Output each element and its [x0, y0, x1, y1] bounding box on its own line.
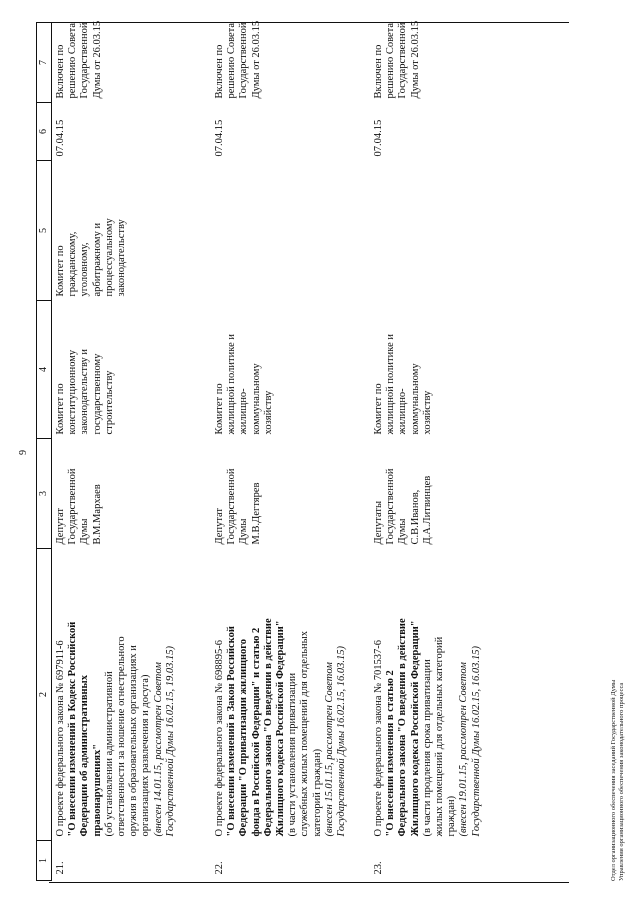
bill-scope-line: граждан) [446, 795, 458, 837]
status-line: решению Совета [385, 22, 397, 99]
bill-note-line: (внесен 15.01.15, рассмотрен Советом [323, 662, 335, 837]
committee-cell [52, 301, 212, 439]
bill-name-line: Федерального закона "О введении в действие [262, 618, 274, 837]
committee-line: Комитет по [55, 383, 66, 435]
committee-line: законодательству и [79, 348, 91, 435]
co-committee-line: Комитет по [55, 245, 66, 297]
co-committee-cell [52, 161, 212, 301]
date-cell: 07.04.15 [214, 119, 225, 157]
author-line: Думы [238, 518, 250, 545]
committee-cell [370, 301, 529, 439]
author-line: Депутат [55, 507, 66, 545]
bill-name-line: Жилищного кодекса Российской Федерации" [275, 620, 287, 837]
status-line: Государственной [238, 22, 250, 99]
bill-name-line: "О внесении изменений в Закон Российской [226, 626, 238, 837]
header-cell: 3 [37, 439, 52, 549]
bill-name-line: "О внесении изменений в Кодекс Российской [67, 621, 79, 837]
committee-line: коммунальному [250, 363, 262, 435]
bill-note-line: (внесен 14.01.15, рассмотрен Советом [152, 662, 164, 837]
bill-name-line: правонарушениях" [91, 743, 103, 837]
status-line: решению Совета [226, 22, 238, 99]
bill-scope-line: оружия в образовательных организациях и [128, 645, 140, 837]
committee-line: жилищной политике и [385, 334, 397, 435]
table-left-border [49, 882, 569, 883]
status-line: Думы от 26.03.15 [250, 20, 262, 99]
co-committee-line: законодательству [116, 219, 128, 297]
author-line: Думы [397, 518, 409, 545]
bill-title: О проекте федерального закона № 701537-6 [373, 639, 384, 837]
status-line: Думы от 26.03.15 [409, 20, 421, 99]
status-cell [211, 20, 370, 103]
bill-name-line: Федерации об административных [79, 674, 91, 837]
bill-note-line: Государственной Думы 16.02.15, 19.03.15) [164, 646, 176, 837]
table-row [52, 23, 212, 881]
bill-scope-line: ответственности за ношение огнестрельного [116, 636, 128, 837]
status-line: Включен по [55, 44, 66, 99]
bill-scope-line: категорий граждан) [311, 748, 323, 837]
committee-cell [211, 301, 370, 439]
author-line: Д.А.Литвинцев [421, 475, 433, 545]
committee-line: государственному [91, 353, 103, 435]
status-line: Государственной [397, 22, 409, 99]
author-cell [370, 439, 529, 549]
committee-line: конституционному [67, 349, 79, 435]
committee-line: Комитет по [373, 383, 384, 435]
date-cell: 07.04.15 [373, 119, 384, 157]
bill-note-line: Государственной Думы 16.02.15, 16.03.15) [336, 646, 348, 837]
table-header-row [37, 23, 52, 881]
status-line: решению Совета [67, 22, 79, 99]
co-committee-line: арбитражному и [91, 222, 103, 297]
author-cell [211, 439, 370, 549]
row-number: 23. [373, 861, 384, 875]
bill-title: О проекте федерального закона № 698895-6 [214, 639, 225, 837]
status-cell [370, 20, 529, 103]
author-line: В.М.Мархаев [91, 484, 103, 545]
footer-line: Управления организационного обеспечения законодательного процесса [618, 682, 625, 881]
header-cell: 2 [37, 549, 52, 841]
status-line: Включен по [214, 44, 225, 99]
table-row [211, 23, 370, 881]
author-line: С.В.Иванов, [409, 489, 421, 545]
author-line: Государственной [385, 468, 397, 545]
co-committee-cell [211, 161, 370, 301]
bill-description-cell [211, 549, 370, 841]
co-committee-line: уголовному, [79, 242, 91, 297]
bill-scope-line: (в части установления приватизации [287, 672, 299, 837]
bill-name-line: Федерации "О приватизации жилищного [238, 638, 250, 837]
committee-line: хозяйству [262, 390, 274, 435]
author-line: М.В.Дегтярев [250, 482, 262, 545]
footer-line: Отдел организационного обеспечения заседаний Государственной Думы [610, 679, 617, 881]
header-cell: 5 [37, 161, 52, 301]
bill-description-cell [52, 549, 212, 841]
committee-line: жилищной политике и [226, 334, 238, 435]
bill-name-line: "О внесении изменения в статью 2 [385, 670, 397, 837]
bill-note-line: (внесен 19.01.15, рассмотрен Советом [458, 662, 470, 837]
bill-description-cell [370, 549, 529, 841]
bill-name-line: фонда в Российской Федерации" и статью 2 [250, 627, 262, 837]
table-row [370, 23, 529, 881]
footer [610, 680, 626, 881]
header-cell: 7 [37, 23, 52, 103]
date-cell: 07.04.15 [55, 119, 66, 157]
author-line: Думы [79, 518, 91, 545]
status-line: Включен по [373, 44, 384, 99]
committee-line: Комитет по [214, 383, 225, 435]
bill-scope-line: (в части продления срока приватизации [421, 659, 433, 837]
header-cell: 4 [37, 301, 52, 439]
bill-title: О проекте федерального закона № 697911-6 [55, 640, 66, 837]
status-line: Государственной [79, 22, 91, 99]
co-committee-line: процессуальному [103, 218, 115, 297]
bill-scope-line: служебных жилых помещений для отдельных [299, 631, 311, 837]
bill-name-line: Жилищного кодекса Российской Федерации" [409, 620, 421, 837]
committee-line: жилищно- [238, 388, 250, 435]
author-line: Государственной [226, 468, 238, 545]
co-committee-line: гражданскому, [67, 231, 79, 297]
committee-line: хозяйству [421, 390, 433, 435]
author-line: Депутат [214, 507, 225, 545]
header-cell: 1 [37, 841, 52, 881]
committee-line: строительству [103, 370, 115, 435]
bill-scope-line: (об установлении административной [103, 671, 115, 837]
author-line: Государственной [67, 468, 79, 545]
bills-table [36, 22, 529, 881]
committee-line: коммунальному [409, 363, 421, 435]
page-number: 9 [18, 450, 29, 455]
bill-note-line: Государственной Думы 16.02.15, 16.03.15) [470, 646, 482, 837]
author-cell [52, 439, 212, 549]
status-cell [52, 20, 212, 103]
bill-name-line: Федерального закона "О введении в действие [397, 618, 409, 837]
committee-line: жилищно- [397, 388, 409, 435]
row-number: 22. [214, 861, 225, 875]
bill-scope-line: жилых помещений для отдельных категорий [434, 636, 446, 837]
co-committee-cell [370, 161, 529, 301]
row-number: 21. [55, 861, 66, 875]
author-line: Депутаты [373, 500, 384, 545]
header-cell: 6 [37, 103, 52, 161]
bill-scope-line: организациях развлечения и досуга) [140, 674, 152, 837]
status-line: Думы от 26.03.15 [91, 20, 103, 99]
